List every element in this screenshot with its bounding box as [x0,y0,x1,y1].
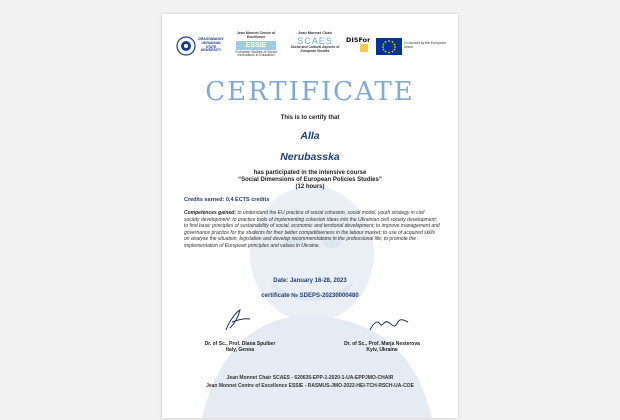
disfor-mark [360,44,368,52]
chair-title: Jean Monnet Chair [298,31,332,35]
signature-right [366,316,412,334]
signatory-right-place: Kyiv, Ukraine [366,347,398,354]
chair-acronym: SCAES [297,35,333,46]
competences-label: Competences gained: [184,210,236,216]
certificate-page [162,14,458,418]
signatory-right-title: Dr. of Sc., Prof. Marja Nesterova [344,341,420,347]
credits-earned: Credits earned: 0,4 ECTS credits [184,197,270,203]
eu-flag-icon [376,38,402,55]
chair-logo [286,32,344,62]
centre-title: Jean Monnet Centre of Excellence [236,31,276,39]
signatory-left-place: Italy, Genoa [226,347,254,354]
footer-centre: Jean Monnet Centre of Excellence ESSIE - RASMUS-JMO-2022-HEI-TCH-RSCH-UA-COE [206,383,414,389]
eu-funding-text: Co-funded by the European Union [404,41,446,49]
signatory-right [322,341,442,354]
university-name: DRAGOMANOV UKRAINIAN STATE UNIVERSITY [198,37,224,53]
course-hours: (12 hours) [295,184,325,190]
last-name: Nerubasskа [280,151,340,163]
signatory-left [180,341,300,354]
course-date: Date: January 16-28, 2023 [273,278,347,284]
seal-icon [176,36,196,56]
centre-subtitle: European Studies of Social Innovations in Education [235,49,277,58]
signatory-left-title: Dr. of Sc., Prof. Diana Spulber [204,341,276,347]
logo-row [162,32,458,64]
university-logo [176,34,226,62]
participation-text: has participated in the intensive course [253,170,367,176]
certificate-title: CERTIFICATE [205,77,415,107]
footer-chair: Jean Monnet Chair SCAES - 620635-EPP-1-2020-1-UA-EPPJMO-CHAIR [226,375,394,381]
disfor-logo [346,36,372,58]
first-name: Alla [300,130,320,142]
centre-acronym: ESSIE [236,41,276,50]
certificate-number: certificate № SDEPS-20230000480 [261,293,359,299]
competences [184,210,440,250]
disfor-text: DISFor [346,36,371,44]
centre-logo [228,32,284,62]
intro-text: This is to certify that [280,115,340,121]
chair-subtitle: Social and Cultural Aspects of European Studies [290,44,340,53]
eu-logo [376,38,452,58]
signature-left [220,306,256,332]
course-name: “Social Dimensions of European Policies Studies” [238,177,382,183]
competences-text: to understand the EU practice of social cohesion, social model, youth strategy in civil society development; to practice tools of implementing cohesion ideas into the Ukrainian civil society development; to find basic principles of sustainability of social, economic and territorial development; to improve management and governance practice for the students for their better competitiveness in the labour market; to use of acquired skills on analyse the situation, legislation and develop recommendations in the professional life; to promote the implementation of European principles and values in Ukraine. [184,210,440,249]
